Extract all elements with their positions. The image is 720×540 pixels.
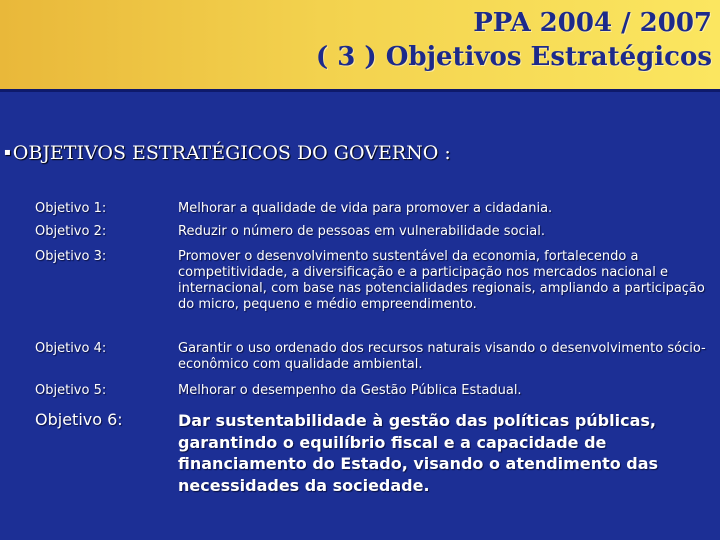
title-line-2: ( 3 ) Objetivos Estratégicos [315,42,712,72]
objective-text: Dar sustentabilidade à gestão das políticas públicas, garantindo o equilíbrio fiscal e a capacidade de financiamento do Estado, visando o atendimento das necessidades da sociedade. [178,411,659,495]
square-bullet-icon: ▪ [4,147,11,158]
title-banner [0,0,720,92]
objective-label: Objetivo 4: [35,341,107,356]
objective-text: Melhorar o desempenho da Gestão Pública Estadual. [178,383,522,398]
objective-text: Garantir o uso ordenado dos recursos naturais visando o desenvolvimento sócio-econômico com qualidade ambiental. [178,341,706,372]
section-heading-text: OBJETIVOS ESTRATÉGICOS DO GOVERNO : [12,142,451,164]
objective-text: Reduzir o número de pessoas em vulnerabilidade social. [178,224,545,239]
section-heading [4,142,451,164]
slide-title [316,6,712,74]
objective-text: Melhorar a qualidade de vida para promover a cidadania. [178,201,553,216]
title-line-1: PPA 2004 / 2007 [473,8,712,38]
objective-label: Objetivo 1: [35,201,107,216]
objective-label: Objetivo 5: [35,383,107,398]
objective-label: Objetivo 3: [35,249,107,264]
objective-label: Objetivo 6: [35,410,123,429]
objective-text: Promover o desenvolvimento sustentável da economia, fortalecendo a competitividade, a diversificação e a participação nos mercados nacional e internacional, com base nas potencialidades regionais, ampliando a participação do micro, pequeno e médio empreendimento. [178,249,705,312]
objective-label: Objetivo 2: [35,224,107,239]
